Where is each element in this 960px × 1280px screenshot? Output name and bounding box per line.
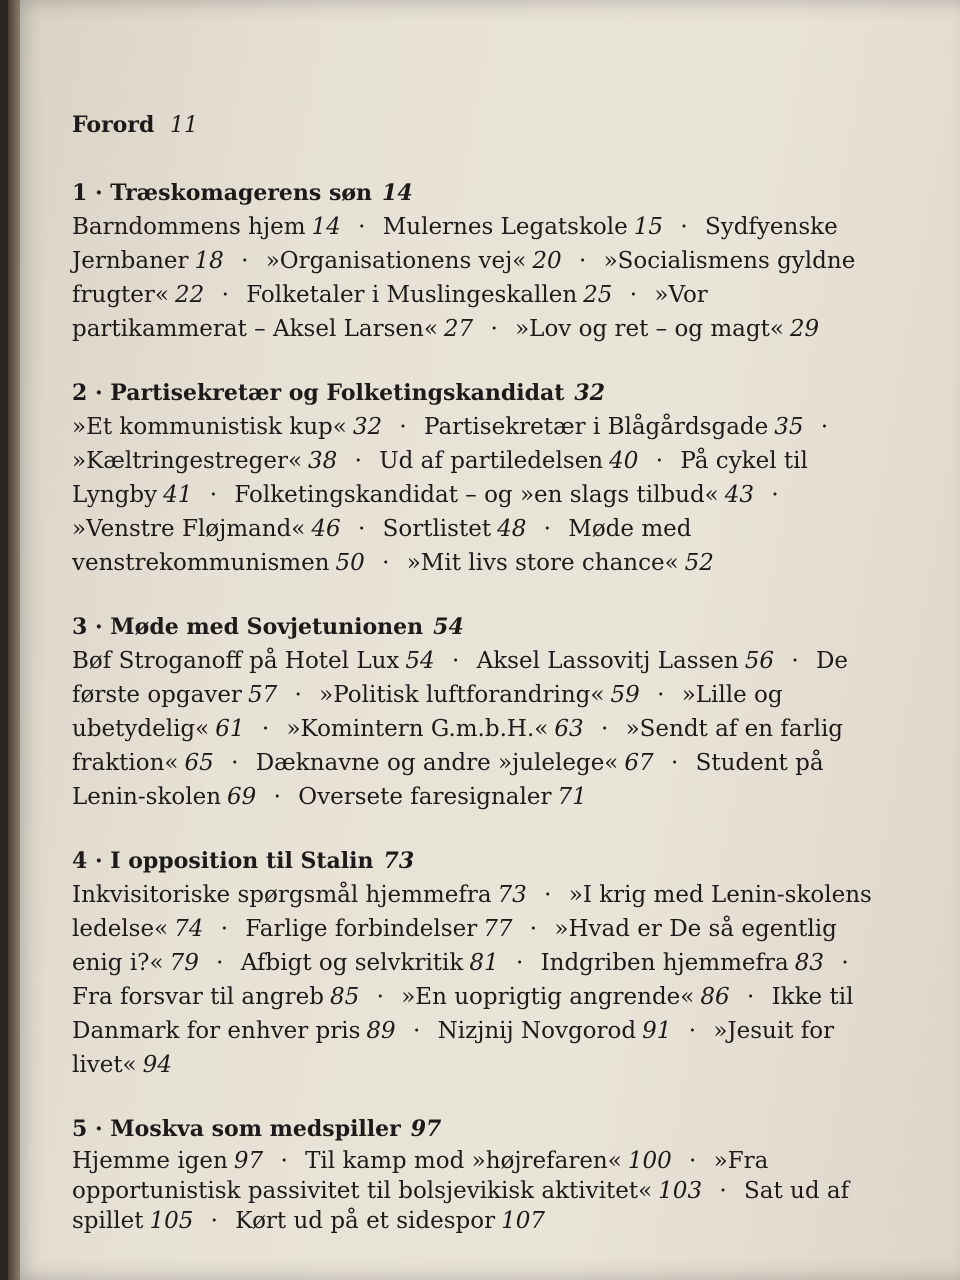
toc-entry-label: Til kamp mod »højrefaren« — [305, 1148, 622, 1174]
table-of-contents — [72, 112, 872, 1270]
toc-entry-label: »Socialismens gyldne frugter« — [72, 248, 856, 308]
toc-entry — [72, 448, 337, 474]
chapter-title — [72, 614, 872, 640]
toc-entry-page: 41 — [163, 482, 193, 508]
toc-entry — [383, 214, 663, 240]
entry-separator: · — [399, 414, 407, 440]
chapter-number: 3 — [72, 614, 88, 640]
entry-separator: · — [273, 784, 281, 810]
toc-entry-page: 57 — [247, 682, 278, 708]
toc-entry — [383, 516, 527, 542]
toc-entry-label: Oversete faresignaler — [298, 784, 552, 810]
toc-entry-page: 56 — [744, 648, 775, 674]
toc-entry-label: De første opgaver — [72, 648, 849, 708]
foreword-heading — [72, 112, 872, 138]
toc-entry-label: Mulernes Legatskole — [382, 214, 628, 240]
entry-separator: · — [746, 984, 755, 1010]
toc-entry-page: 97 — [233, 1148, 264, 1174]
toc-entry — [477, 648, 774, 674]
toc-entry — [438, 1018, 672, 1044]
foreword-page: 11 — [170, 113, 198, 138]
entry-separator: · — [544, 882, 552, 908]
toc-entry-page: 105 — [149, 1208, 194, 1234]
toc-entry-label: Inkvisitoriske spørgsmål hjemmefra — [72, 882, 492, 908]
entry-separator: · — [543, 516, 551, 542]
toc-entry-page: 83 — [794, 950, 825, 976]
toc-entry-page: 48 — [497, 516, 527, 542]
toc-entry-label: »Vor partikammerat – Aksel Larsen« — [72, 282, 708, 342]
toc-entry-page: 74 — [174, 916, 204, 942]
toc-entry-label: Sortlistet — [382, 516, 492, 542]
toc-entry-label: »Venstre Fløjmand« — [72, 516, 306, 542]
toc-entry-label: Folketingskandidat – og »en slags tilbud« — [234, 482, 719, 508]
entry-separator: · — [600, 716, 609, 742]
chapter-separator: · — [87, 380, 111, 406]
toc-entry-label: »I krig med Lenin-skolens ledelse« — [72, 882, 872, 942]
entry-separator: · — [680, 214, 688, 240]
toc-entry-label: »Politisk luftforandring« — [319, 682, 605, 708]
entry-separator: · — [382, 550, 390, 576]
toc-entry-page: 67 — [624, 750, 654, 776]
toc-entry — [241, 950, 499, 976]
toc-entry-page: 61 — [215, 716, 245, 742]
chapter-title — [72, 180, 872, 206]
entry-separator: · — [358, 214, 366, 240]
toc-entry — [72, 648, 435, 674]
chapter-page: 14 — [382, 180, 413, 206]
chapter-page: 97 — [410, 1116, 442, 1142]
book-page — [8, 0, 960, 1280]
page-gutter — [8, 0, 20, 1280]
toc-entry-label: Aksel Lassovitj Lassen — [476, 648, 739, 674]
toc-entry-page: 52 — [684, 550, 714, 576]
toc-entry — [72, 414, 382, 440]
chapter-entries — [72, 878, 872, 1082]
toc-entry-page: 73 — [497, 882, 527, 908]
toc-entry-page: 38 — [308, 448, 338, 474]
chapter-title-text: Partisekretær og Folketingskandidat — [110, 380, 565, 406]
toc-entry-page: 81 — [469, 950, 499, 976]
toc-entry-label: Student på Lenin-skolen — [72, 750, 824, 810]
toc-entry-page: 54 — [405, 648, 435, 674]
chapter-entries — [72, 1146, 872, 1236]
toc-entry — [515, 316, 819, 342]
toc-entry-label: Hjemme igen — [72, 1148, 228, 1174]
entry-separator: · — [413, 1018, 421, 1044]
chapter-separator: · — [87, 614, 111, 640]
toc-entry-label: Fra forsvar til angreb — [72, 984, 324, 1010]
toc-entry-label: Nizjnij Novgorod — [437, 1018, 637, 1044]
toc-entry-label: Ikke til Danmark for enhver pris — [72, 984, 854, 1044]
entry-separator: · — [657, 682, 665, 708]
toc-entry-label: Indgriben hjemmefra — [540, 950, 789, 976]
chapter-number: 5 — [72, 1116, 88, 1142]
toc-entry — [72, 214, 341, 240]
toc-entry-page: 43 — [724, 482, 755, 508]
chapter-title-text: Moskva som medspiller — [110, 1116, 401, 1142]
toc-entry-page: 14 — [311, 214, 341, 240]
toc-entry — [72, 516, 341, 542]
toc-entry-page: 69 — [227, 784, 257, 810]
chapter-section — [72, 848, 872, 1082]
toc-entry-page: 18 — [194, 248, 224, 274]
toc-entry-page: 86 — [700, 984, 730, 1010]
toc-entry — [541, 950, 824, 976]
toc-entry-label: »Hvad er De så egentlig enig i?« — [72, 916, 837, 976]
entry-separator: · — [529, 916, 538, 942]
entry-separator: · — [220, 916, 229, 942]
toc-entry-label: På cykel til Lyngby — [72, 448, 808, 508]
chapter-page: 54 — [433, 614, 464, 640]
entry-separator: · — [670, 750, 679, 776]
entry-separator: · — [357, 516, 366, 542]
entry-separator: · — [294, 682, 302, 708]
chapter-entries — [72, 644, 872, 814]
toc-entry — [72, 984, 359, 1010]
toc-entry-page: 15 — [633, 214, 663, 240]
entry-separator: · — [221, 282, 229, 308]
toc-entry — [266, 248, 562, 274]
chapter-separator: · — [87, 1116, 111, 1142]
chapter-page: 32 — [574, 380, 606, 406]
toc-entry-page: 20 — [532, 248, 562, 274]
toc-entry-label: »En uoprigtig angrende« — [401, 984, 695, 1010]
entry-separator: · — [261, 716, 270, 742]
toc-entry-page: 27 — [443, 316, 474, 342]
toc-entry — [298, 784, 587, 810]
chapter-number: 4 — [72, 848, 88, 874]
toc-entry — [424, 414, 804, 440]
entry-separator: · — [820, 414, 829, 440]
entry-separator: · — [655, 448, 664, 474]
chapter-number: 2 — [72, 380, 88, 406]
toc-entry-page: 63 — [554, 716, 584, 742]
toc-entry-page: 94 — [142, 1052, 172, 1078]
toc-entry-label: Partisekretær i Blågårdsgade — [424, 414, 769, 440]
toc-entry-page: 32 — [352, 414, 383, 440]
entry-separator: · — [354, 448, 362, 474]
chapter-number: 1 — [72, 180, 88, 206]
toc-entry-label: Møde med venstrekommunismen — [72, 516, 692, 576]
toc-entry — [245, 916, 512, 942]
entry-separator: · — [490, 316, 498, 342]
toc-entry — [246, 282, 612, 308]
toc-entry-label: »Et kommunistisk kup« — [72, 414, 347, 440]
toc-entry-page: 46 — [311, 516, 341, 542]
toc-entry-page: 79 — [169, 950, 199, 976]
chapter-entries — [72, 410, 872, 580]
entry-separator: · — [578, 248, 587, 274]
entry-separator: · — [451, 648, 460, 674]
entry-separator: · — [791, 648, 799, 674]
toc-entry — [72, 882, 527, 908]
chapter-section — [72, 614, 872, 814]
toc-entry — [72, 1148, 263, 1174]
entry-separator: · — [241, 248, 249, 274]
entry-separator: · — [515, 950, 524, 976]
toc-entry-page: 35 — [774, 414, 804, 440]
toc-entry-page: 91 — [642, 1018, 672, 1044]
chapter-section — [72, 380, 872, 580]
toc-entry-label: »Komintern G.m.b.H.« — [286, 716, 549, 742]
toc-entry — [401, 984, 729, 1010]
entry-separator: · — [629, 282, 638, 308]
toc-entry-label: »Jesuit for livet« — [72, 1018, 835, 1078]
toc-entry-page: 40 — [609, 448, 639, 474]
toc-entry-page: 103 — [658, 1178, 703, 1204]
toc-entry-label: »Mit livs store chance« — [406, 550, 679, 576]
entry-separator: · — [689, 1148, 697, 1174]
entry-separator: · — [210, 1208, 218, 1234]
toc-entry-label: Barndommens hjem — [72, 214, 306, 240]
toc-entry — [305, 1148, 672, 1174]
toc-entry — [235, 1208, 545, 1234]
entry-separator: · — [771, 482, 779, 508]
entry-separator: · — [280, 1148, 288, 1174]
entry-separator: · — [719, 1178, 727, 1204]
toc-entry-label: »Lille og ubetydelig« — [72, 682, 783, 742]
toc-entry — [286, 716, 583, 742]
toc-entry-page: 59 — [610, 682, 640, 708]
toc-entry-label: »Fra opportunistisk passivitet til bolsjevikisk aktivitet« — [72, 1148, 769, 1204]
chapter-title — [72, 848, 872, 874]
toc-entry-label: Sydfyenske Jernbaner — [72, 214, 838, 274]
chapter-title — [72, 1116, 872, 1142]
toc-entry — [234, 482, 754, 508]
toc-entry-page: 71 — [557, 784, 587, 810]
toc-entry-page: 77 — [483, 916, 513, 942]
toc-entry-label: Afbigt og selvkritik — [240, 950, 464, 976]
entry-separator: · — [216, 950, 224, 976]
chapter-list — [72, 180, 872, 1236]
toc-entry-label: Ud af partiledelsen — [379, 448, 604, 474]
chapter-separator: · — [87, 848, 111, 874]
toc-entry-page: 50 — [335, 550, 365, 576]
toc-entry-label: »Organisationens vej« — [265, 248, 527, 274]
toc-entry-label: Dæknavne og andre »julelege« — [255, 750, 619, 776]
toc-entry-page: 65 — [184, 750, 214, 776]
entry-separator: · — [209, 482, 218, 508]
toc-entry — [319, 682, 640, 708]
toc-entry-page: 89 — [366, 1018, 396, 1044]
entry-separator: · — [231, 750, 239, 776]
foreword-label: Forord — [72, 112, 155, 138]
entry-separator: · — [376, 984, 384, 1010]
chapter-entries — [72, 210, 872, 346]
toc-entry-page: 22 — [174, 282, 205, 308]
chapter-section — [72, 1116, 872, 1236]
toc-entry-page: 85 — [330, 984, 360, 1010]
chapter-title — [72, 380, 872, 406]
chapter-title-text: Træskomagerens søn — [110, 180, 373, 206]
toc-entry-page: 29 — [789, 316, 820, 342]
chapter-separator: · — [87, 180, 111, 206]
chapter-section — [72, 180, 872, 346]
toc-entry-label: Kørt ud på et sidespor — [235, 1208, 496, 1234]
toc-entry-label: Bøf Stroganoff på Hotel Lux — [72, 648, 400, 674]
toc-entry-label: »Lov og ret – og magt« — [515, 316, 784, 342]
chapter-title-text: I opposition til Stalin — [110, 848, 374, 874]
toc-entry-page: 100 — [627, 1148, 672, 1174]
toc-entry-label: Folketaler i Muslingeskallen — [246, 282, 578, 308]
toc-entry-page: 107 — [501, 1208, 545, 1234]
toc-entry — [379, 448, 638, 474]
toc-entry-label: »Sendt af en farlig fraktion« — [72, 716, 844, 776]
chapter-page: 73 — [383, 848, 415, 874]
entry-separator: · — [688, 1018, 696, 1044]
toc-entry-page: 25 — [583, 282, 613, 308]
entry-separator: · — [841, 950, 849, 976]
toc-entry-label: Farlige forbindelser — [245, 916, 478, 942]
chapter-title-text: Møde med Sovjetunionen — [110, 614, 424, 640]
toc-entry — [407, 550, 714, 576]
toc-entry — [256, 750, 654, 776]
toc-entry-label: Sat ud af spillet — [72, 1178, 850, 1234]
toc-entry-label: »Kæltringestreger« — [72, 448, 303, 474]
